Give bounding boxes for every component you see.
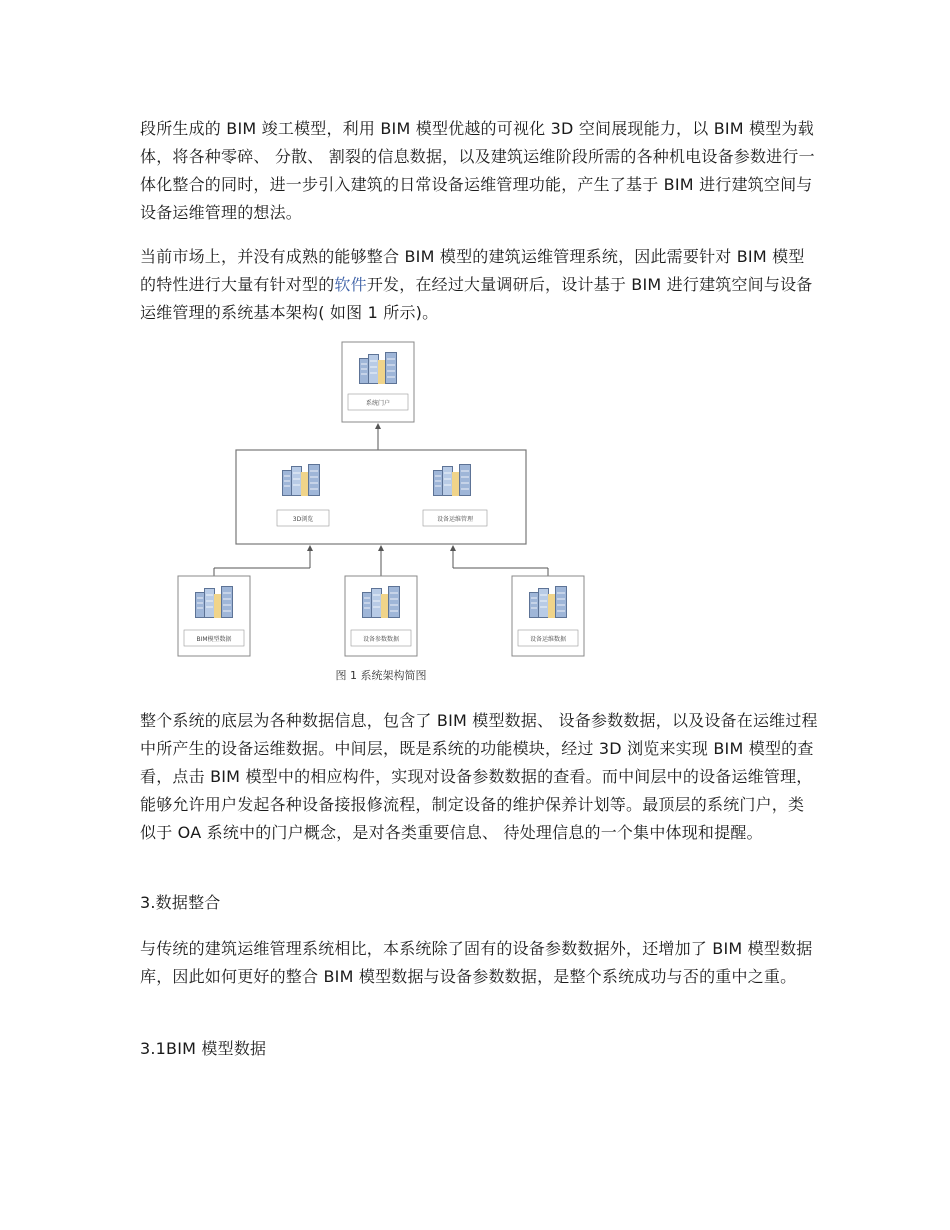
bottom-connectors	[214, 548, 548, 576]
bottom-center-label: 设备参数数据	[362, 636, 400, 643]
top-portal-label: 系统门户	[365, 400, 391, 407]
paragraph-bim-intro: 段所生成的 BIM 竣工模型，利用 BIM 模型优越的可视化 3D 空间展现能力，以 BIM 模型为载体，将各种零碎、 分散、 割裂的信息数据，以及建筑运维阶段所需的各种机电设备参数进行一体化整合的同时，进一步引入建筑的日常设备运维管理功能，产生了基于 BIM 进行建筑空间与设备运维管理的想法。	[140, 119, 815, 222]
software-link[interactable]: 软件	[334, 275, 367, 294]
middle-right-label: 设备运维管理	[436, 516, 474, 523]
figure-caption: 图 1 系统架构简图	[335, 669, 427, 682]
middle-layer-box	[236, 450, 526, 544]
bottom-center-node	[345, 576, 417, 656]
bottom-left-node	[178, 576, 250, 656]
top-portal-node	[342, 342, 414, 422]
paragraph-data-integration: 与传统的建筑运维管理系统相比，本系统除了固有的设备参数数据外，还增加了 BIM 模型数据库，因此如何更好的整合 BIM 模型数据与设备参数数据，是整个系统成功与否的重中之重。	[140, 939, 813, 986]
bottom-right-label: 设备运维数据	[529, 636, 567, 643]
section-heading-data-integration: 3.数据整合	[140, 893, 221, 912]
bottom-right-node	[512, 576, 584, 656]
middle-left-label: 3D浏览	[292, 516, 314, 523]
architecture-figure	[140, 334, 610, 690]
paragraph-market	[140, 243, 820, 327]
paragraph-market-text-before: 当前市场上，并没有成熟的能够整合 BIM 模型的建筑运维管理系统，因此需要针对 BIM 模型的特性进行大量有针对型的	[140, 247, 805, 294]
paragraph-system-layers: 整个系统的底层为各种数据信息，包含了 BIM 模型数据、 设备参数数据，以及设备在运维过程中所产生的设备运维数据。中间层，既是系统的功能模块，经过 3D 浏览来实现 BIM 模型的查看，点击 BIM 模型中的相应构件，实现对设备参数数据的查看。而中间层中的设备运维管理，能够允许用户发起各种设备接报修流程，制定设备的维护保养计划等。最顶层的系统门户，类似于 OA 系统中的门户概念，是对各类重要信息、 待处理信息的一个集中体现和提醒。	[140, 711, 818, 842]
bottom-left-label: BIM模型数据	[196, 636, 232, 643]
paragraph-market-text-after: 开发，在经过大量调研后，设计基于 BIM 进行建筑空间与设备运维管理的系统基本架构( 如图 1 所示)。	[140, 275, 813, 322]
subsection-heading-bim-model-data: 3.1BIM 模型数据	[140, 1039, 267, 1058]
